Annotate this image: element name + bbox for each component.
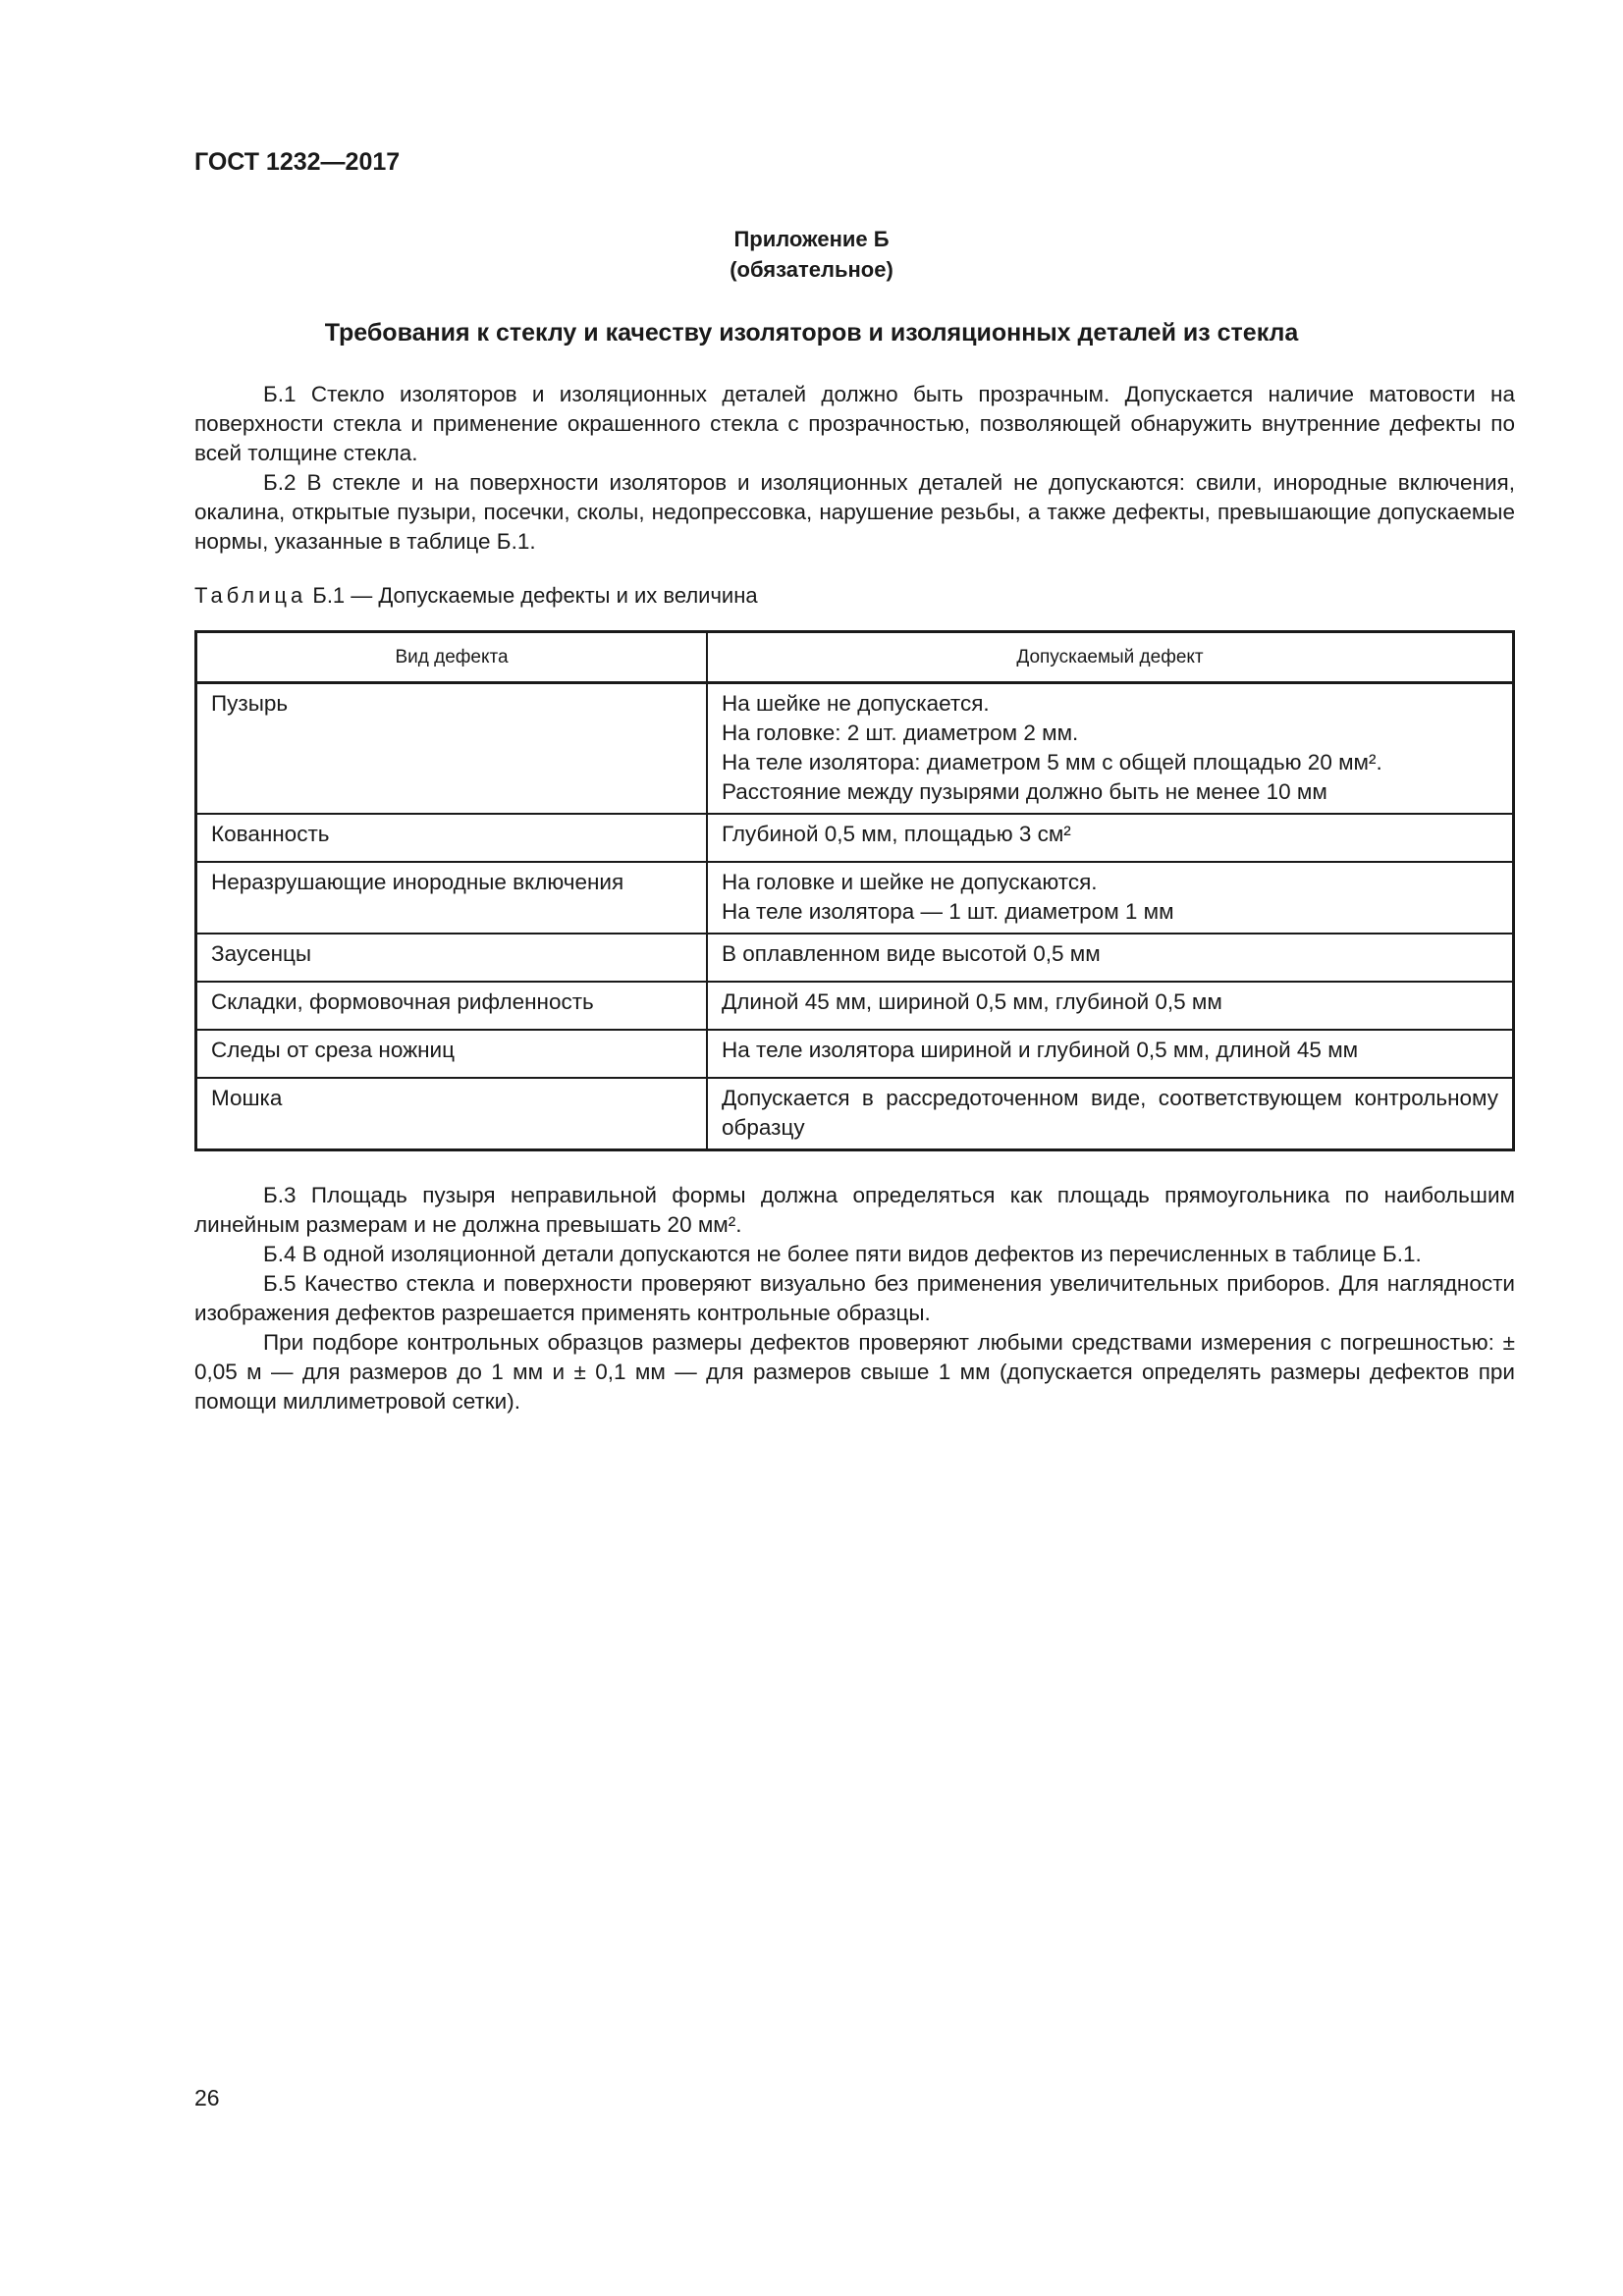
table-row	[196, 683, 1514, 815]
column-header-allowed-defect: Допускаемый дефект	[707, 632, 1514, 683]
table-row	[196, 1078, 1514, 1150]
appendix-status: (обязательное)	[730, 257, 893, 282]
allowed-line: Допускается в рассредоточенном виде, соответствующем контрольному образцу	[722, 1086, 1498, 1140]
table-caption	[194, 583, 758, 609]
allowed-line: На теле изолятора шириной и глубиной 0,5 мм, длиной 45 мм	[722, 1038, 1359, 1062]
paragraph-b5: Б.5 Качество стекла и поверхности проверяют визуально без применения увеличительных приборов. Для наглядности изображения дефектов разрешается применять контрольные образцы.	[194, 1271, 1515, 1325]
intro-paragraphs	[194, 380, 1515, 557]
allowed-line: Глубиной 0,5 мм, площадью 3 см²	[722, 822, 1071, 846]
allowed-cell	[707, 862, 1514, 934]
table-row	[196, 982, 1514, 1030]
document-id: ГОСТ 1232—2017	[194, 148, 401, 176]
defects-table	[194, 630, 1515, 1151]
allowed-cell	[707, 814, 1514, 862]
allowed-cell	[707, 683, 1514, 815]
page-number: 26	[194, 2085, 220, 2110]
paragraph-b1: Б.1 Стекло изоляторов и изоляционных деталей должно быть прозрачным. Допускается наличие матовости на поверхности стекла и применение окрашенного стекла с прозрачностью, позволяющей обнаружить внутренние дефекты по всей толщине стекла.	[194, 382, 1515, 465]
table-header-row	[196, 632, 1514, 683]
table-caption-label: Таблица	[194, 583, 307, 608]
table-row	[196, 814, 1514, 862]
table-row	[196, 1030, 1514, 1078]
defect-cell: Мошка	[196, 1078, 708, 1150]
allowed-cell	[707, 934, 1514, 982]
allowed-cell	[707, 982, 1514, 1030]
defect-cell: Следы от среза ножниц	[196, 1030, 708, 1078]
defect-cell: Складки, формовочная рифленность	[196, 982, 708, 1030]
allowed-line: В оплавленном виде высотой 0,5 мм	[722, 941, 1101, 966]
defect-cell: Заусенцы	[196, 934, 708, 982]
allowed-cell	[707, 1078, 1514, 1150]
table-row	[196, 862, 1514, 934]
allowed-line: На головке и шейке не допускаются.	[722, 870, 1098, 894]
appendix-title: Приложение Б	[733, 227, 890, 251]
defect-cell: Кованность	[196, 814, 708, 862]
allowed-line: Длиной 45 мм, шириной 0,5 мм, глубиной 0,5 мм	[722, 989, 1222, 1014]
allowed-line: На теле изолятора — 1 шт. диаметром 1 мм	[722, 899, 1174, 924]
defect-cell: Пузырь	[196, 683, 708, 815]
allowed-cell	[707, 1030, 1514, 1078]
column-header-defect-type: Вид дефекта	[196, 632, 708, 683]
allowed-line: На шейке не допускается.	[722, 691, 990, 716]
closing-paragraphs	[194, 1181, 1515, 1416]
table-caption-text: Б.1 — Допускаемые дефекты и их величина	[306, 583, 758, 608]
paragraph-b4: Б.4 В одной изоляционной детали допускаются не более пяти видов дефектов из перечисленных в таблице Б.1.	[263, 1242, 1422, 1266]
table-row	[196, 934, 1514, 982]
paragraph-control-samples: При подборе контрольных образцов размеры дефектов проверяют любыми средствами измерения с погрешностью: ± 0,05 м — для размеров до 1 мм и ± 0,1 мм — для размеров свыше 1 мм (допускается определять размеры дефектов при помощи миллиметровой сетки).	[194, 1330, 1515, 1414]
allowed-line: На головке: 2 шт. диаметром 2 мм.	[722, 721, 1079, 745]
defect-cell: Неразрушающие инородные включения	[196, 862, 708, 934]
allowed-line: Расстояние между пузырями должно быть не менее 10 мм	[722, 779, 1327, 804]
paragraph-b2: Б.2 В стекле и на поверхности изоляторов и изоляционных деталей не допускаются: свили, инородные включения, окалина, открытые пузыри, посечки, сколы, недопрессовка, нарушение резьбы, а также дефекты, превышающие допускаемые нормы, указанные в таблице Б.1.	[194, 470, 1515, 554]
section-heading: Требования к стеклу и качеству изоляторов и изоляционных деталей из стекла	[324, 319, 1299, 347]
allowed-line: На теле изолятора: диаметром 5 мм с общей площадью 20 мм².	[722, 750, 1382, 774]
paragraph-b3: Б.3 Площадь пузыря неправильной формы должна определяться как площадь прямоугольника по наибольшим линейным размерам и не должна превышать 20 мм².	[194, 1183, 1515, 1237]
